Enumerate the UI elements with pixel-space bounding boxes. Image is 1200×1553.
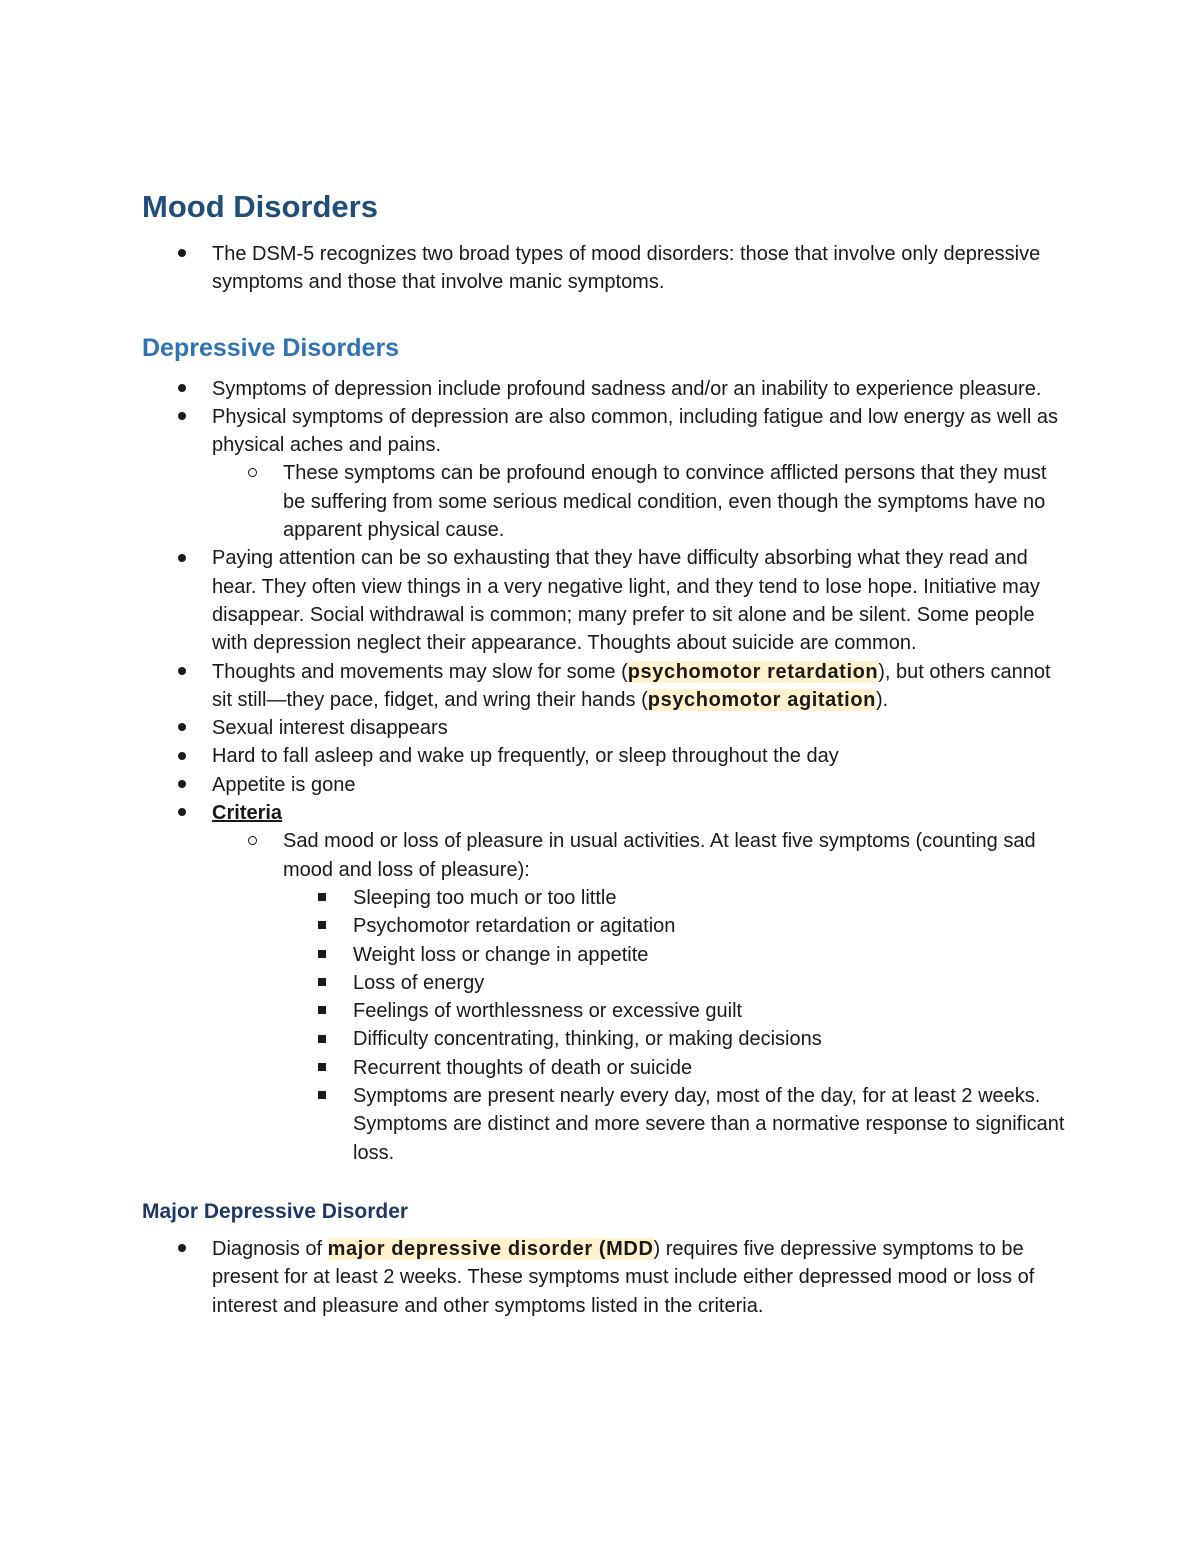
list-item: Paying attention can be so exhausting that they have difficulty absorbing what they read and hear. They often view things in a very negative light, and they tend to lose hope. Initiative may disappear. Social withdrawal is common; many prefer to sit alone and be silent. Some people with depression neglect their appearance. Thoughts about suicide are common. — [142, 544, 1072, 657]
criteria-item: Difficulty concentrating, thinking, or making decisions — [142, 1025, 1072, 1053]
criteria-item: Recurrent thoughts of death or suicide — [142, 1054, 1072, 1082]
document-body — [142, 186, 1072, 1320]
bullet-square-icon — [318, 941, 326, 969]
criteria-item: Weight loss or change in appetite — [142, 941, 1072, 969]
bullet-circle-icon — [248, 827, 257, 855]
criteria-label: Criteria — [212, 802, 283, 825]
bullet-square-icon — [318, 1025, 326, 1053]
bullet-circle-icon — [248, 459, 257, 487]
list-item: Physical symptoms of depression are also common, including fatigue and low energy as well as physical aches and pains. — [142, 403, 1072, 460]
bullet-dot-icon — [178, 1235, 186, 1263]
criteria-item: Feelings of worthlessness or excessive guilt — [142, 997, 1072, 1025]
list-item: Hard to fall asleep and wake up frequently, or sleep throughout the day — [142, 742, 1072, 770]
bullet-dot-icon — [178, 658, 186, 686]
list-item-criteria — [142, 799, 1072, 827]
bullet-square-icon — [318, 1054, 326, 1082]
page-title: Mood Disorders — [142, 189, 378, 224]
depressive-list — [142, 375, 1072, 1167]
bullet-dot-icon — [178, 544, 186, 572]
list-item: Sexual interest disappears — [142, 714, 1072, 742]
list-item-mdd: Diagnosis of major depressive disorder (MDD) requires five depressive symptoms to be present for at least 2 weeks. These symptoms must include either depressed mood or loss of interest and pleasure and other symptoms listed in the criteria. — [142, 1235, 1072, 1320]
bullet-square-icon — [318, 912, 326, 940]
list-item: Appetite is gone — [142, 771, 1072, 799]
bullet-dot-icon — [178, 375, 186, 403]
bullet-square-icon — [318, 1082, 326, 1110]
bullet-dot-icon — [178, 240, 186, 268]
criteria-item: Psychomotor retardation or agitation — [142, 912, 1072, 940]
criteria-item: Sleeping too much or too little — [142, 884, 1072, 912]
bullet-dot-icon — [178, 799, 186, 827]
bullet-dot-icon — [178, 403, 186, 431]
highlight-term: psychomotor agitation — [647, 688, 876, 711]
criteria-item: Loss of energy — [142, 969, 1072, 997]
sub-list-item: Sad mood or loss of pleasure in usual activities. At least five symptoms (counting sad mood and loss of pleasure): — [142, 827, 1072, 884]
bullet-square-icon — [318, 997, 326, 1025]
bullet-square-icon — [318, 884, 326, 912]
highlight-term: psychomotor retardation — [627, 660, 879, 683]
mdd-list — [142, 1235, 1072, 1320]
sub-list-item: These symptoms can be profound enough to convince afflicted persons that they must be suffering from some serious medical condition, even though the symptoms have no apparent physical cause. — [142, 459, 1072, 544]
list-item: Symptoms of depression include profound sadness and/or an inability to experience pleasure. — [142, 375, 1072, 403]
list-item-psychomotor: Thoughts and movements may slow for some (psychomotor retardation), but others cannot sit still—they pace, fidget, and wring their hands (psychomotor agitation). — [142, 658, 1072, 715]
section-heading-major-depressive-disorder: Major Depressive Disorder — [142, 1199, 409, 1223]
bullet-dot-icon — [178, 714, 186, 742]
list-item: The DSM-5 recognizes two broad types of mood disorders: those that involve only depressive symptoms and those that involve manic symptoms. — [142, 240, 1072, 297]
bullet-dot-icon — [178, 742, 186, 770]
highlight-term: major depressive disorder (MDD — [327, 1237, 654, 1260]
bullet-square-icon — [318, 969, 326, 997]
section-heading-depressive-disorders: Depressive Disorders — [142, 333, 400, 362]
intro-list — [142, 240, 1072, 297]
criteria-item: Symptoms are present nearly every day, most of the day, for at least 2 weeks. Symptoms are distinct and more severe than a normative response to significant loss. — [142, 1082, 1072, 1167]
bullet-dot-icon — [178, 771, 186, 799]
